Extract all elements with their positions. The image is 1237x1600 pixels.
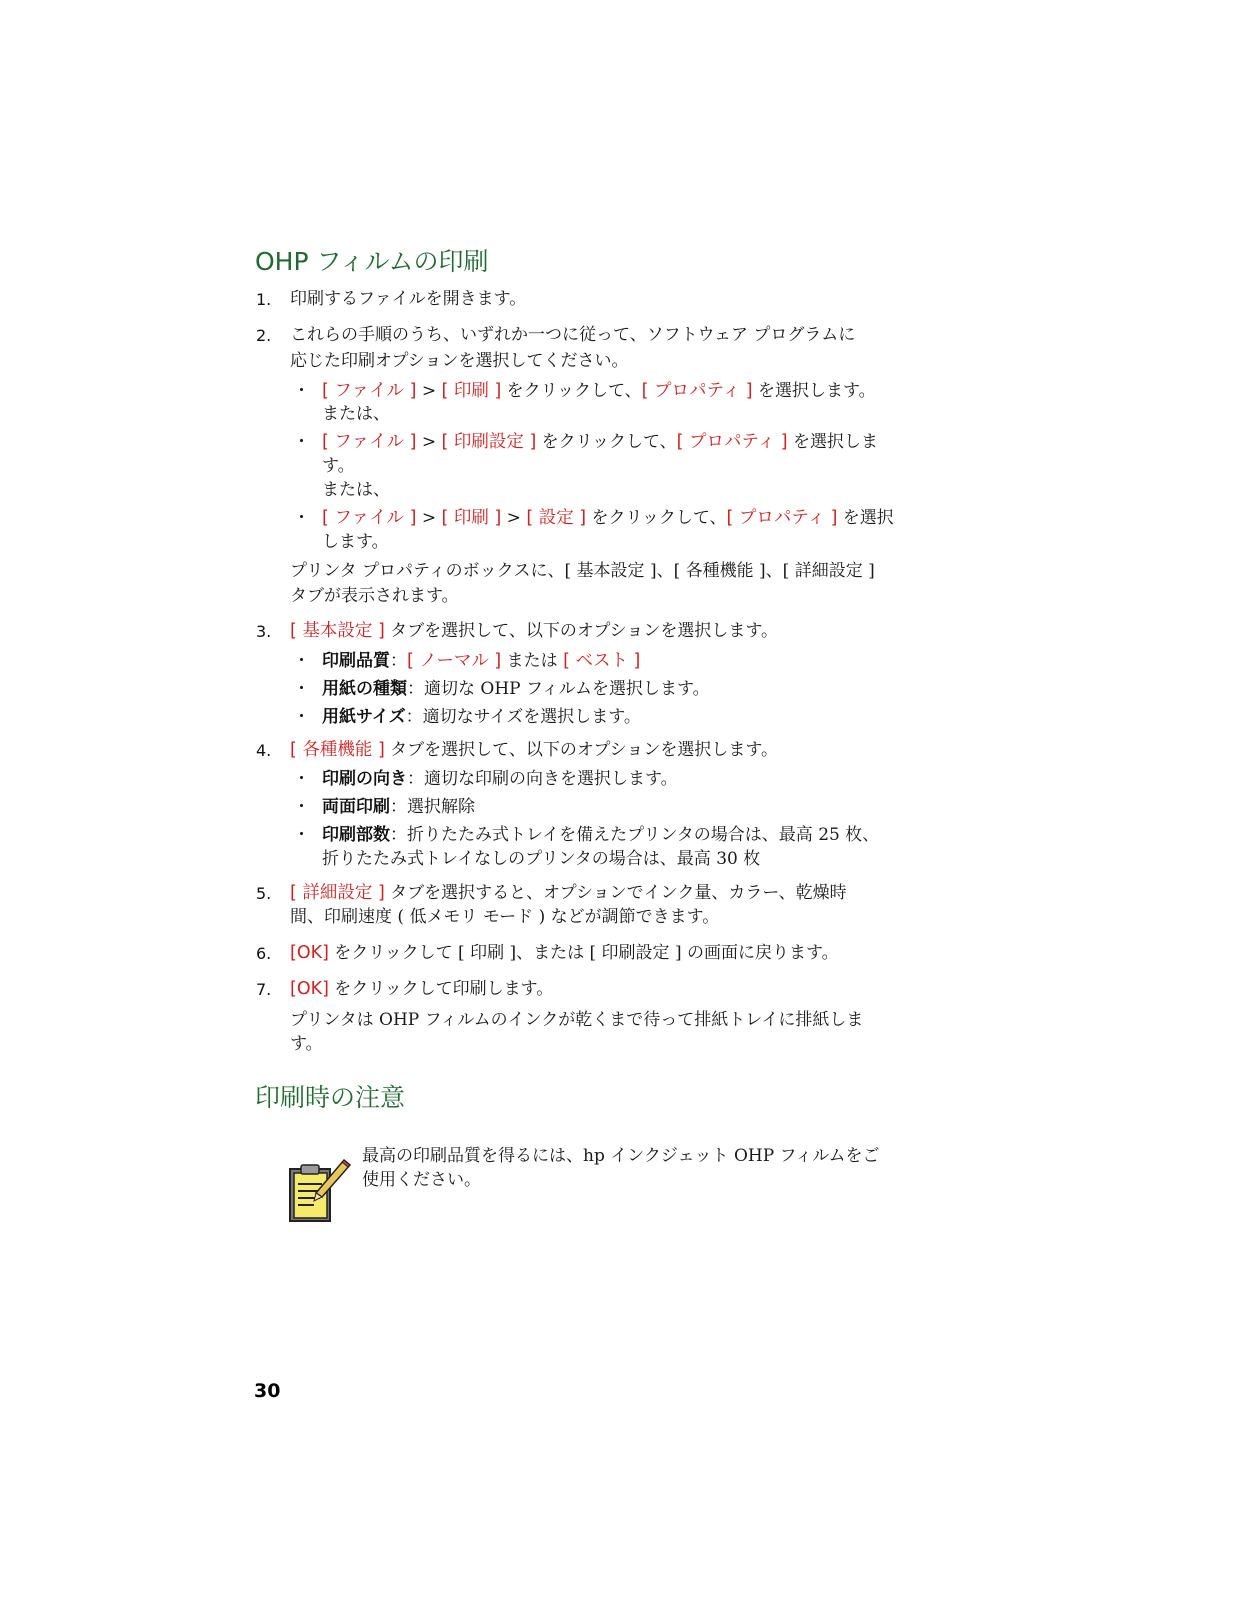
menu-reference: [ 印刷 ] [441, 381, 502, 401]
bullet: ・ [293, 381, 310, 401]
step-number: 2. [256, 326, 272, 345]
bullet-item [322, 430, 878, 454]
tab-reference: [ 各種機能 ] [290, 740, 385, 760]
bullet: ・ [293, 769, 310, 789]
menu-separator: > [416, 381, 442, 401]
notepad-pencil-icon [288, 1157, 354, 1227]
step-text [290, 977, 553, 1001]
option-separator: ： [390, 651, 407, 671]
menu-reference: [ ファイル ] [322, 381, 417, 401]
step-number: 7. [256, 980, 272, 999]
instruction-text: を選択 [837, 508, 894, 528]
bullet: ・ [293, 508, 310, 528]
or-text: または、 [322, 404, 390, 424]
continuation-text: 折りたたみ式トレイなしのプリンタの場合は、最高 30 枚 [322, 849, 761, 869]
continuation-text: します。 [322, 532, 389, 552]
option-label: 用紙サイズ [322, 707, 406, 727]
menu-reference: [ 印刷設定 ] [441, 432, 537, 452]
menu-reference: [ ファイル ] [322, 508, 417, 528]
step-text: 応じた印刷オプションを選択してください。 [290, 351, 629, 371]
option-item [322, 823, 879, 847]
bullet: ・ [293, 679, 310, 699]
menu-separator: > [416, 432, 442, 452]
or-text: または、 [322, 480, 390, 500]
option-label: 印刷の向き [322, 769, 407, 789]
menu-reference: [ 設定 ] [526, 508, 587, 528]
instruction-text: をクリックして、 [501, 381, 642, 401]
step-text: これらの手順のうち、いずれか一つに従って、ソフトウェア プログラムに [290, 325, 856, 345]
step-note: タブが表示されます。 [290, 586, 459, 606]
bullet: ・ [293, 651, 310, 671]
menu-reference: [ ファイル ] [322, 432, 417, 452]
menu-reference: [ 印刷 ] [441, 508, 502, 528]
option-text: ：適切なサイズを選択します。 [405, 707, 641, 727]
step-text [290, 941, 839, 965]
instruction-text: を選択しま [787, 432, 878, 452]
option-item [322, 795, 475, 819]
menu-reference: [ プロパティ ] [726, 508, 838, 528]
step-text [290, 881, 847, 905]
button-reference: [OK] [290, 943, 329, 963]
step-number: 5. [256, 884, 272, 903]
bullet: ・ [293, 707, 310, 727]
menu-reference: [ プロパティ ] [641, 381, 753, 401]
instruction-text: を選択します。 [752, 381, 876, 401]
option-text: ：選択解除 [390, 797, 475, 817]
instruction-text: をクリックして、 [536, 432, 677, 452]
step-number: 4. [256, 741, 272, 760]
note-text: 最高の印刷品質を得るには、hp インクジェット OHP フィルムをご [362, 1146, 880, 1166]
bullet-item [322, 379, 876, 403]
instruction-text: をクリックして、 [586, 508, 727, 528]
page-number: 30 [254, 1380, 281, 1402]
continuation-text: す。 [322, 456, 355, 476]
instruction-text: をクリックして印刷します。 [328, 979, 554, 999]
instruction-text: タブを選択して、以下のオプションを選択します。 [384, 621, 778, 641]
bullet: ・ [293, 432, 310, 452]
instruction-text: タブを選択して、以下のオプションを選択します。 [384, 740, 778, 760]
step-note: す。 [290, 1034, 323, 1054]
step-number: 6. [256, 944, 272, 963]
option-label: 印刷部数 [322, 825, 390, 845]
menu-separator: > [501, 508, 527, 528]
menu-reference: [ プロパティ ] [676, 432, 788, 452]
option-label: 両面印刷 [322, 797, 390, 817]
option-label: 用紙の種類 [322, 679, 407, 699]
option-item [322, 705, 641, 729]
bullet: ・ [293, 797, 310, 817]
step-text: 間、印刷速度 ( 低メモリ モード ) などが調節できます。 [290, 907, 720, 927]
step-note: プリンタは OHP フィルムのインクが乾くまで待って排紙トレイに排紙しま [290, 1010, 864, 1030]
option-item [322, 677, 710, 701]
bullet-item [322, 506, 894, 530]
option-value: [ ノーマル ] [407, 651, 502, 671]
menu-separator: > [416, 508, 442, 528]
option-value: [ ベスト ] [563, 651, 641, 671]
step-number: 1. [256, 290, 272, 309]
tab-reference: [ 基本設定 ] [290, 621, 385, 641]
option-text: または [501, 651, 564, 671]
option-text: ：適切な OHP フィルムを選択します。 [407, 679, 710, 699]
step-text [290, 619, 778, 643]
button-reference: [OK] [290, 979, 329, 999]
option-item [322, 767, 678, 791]
section-title-ohp: OHP フィルムの印刷 [255, 247, 489, 276]
instruction-text: をクリックして [ 印刷 ]、または [ 印刷設定 ] の画面に戻ります。 [328, 943, 839, 963]
step-note: プリンタ プロパティのボックスに、[ 基本設定 ]、[ 各種機能 ]、[ 詳細設定 ] [290, 561, 875, 581]
step-text: 印刷するファイルを開きます。 [290, 289, 527, 309]
bullet: ・ [293, 825, 310, 845]
option-label: 印刷品質 [322, 651, 390, 671]
note-text: 使用ください。 [362, 1170, 481, 1190]
option-text: ：折りたたみ式トレイを備えたプリンタの場合は、最高 25 枚、 [390, 825, 880, 845]
step-text [290, 738, 778, 762]
option-item [322, 649, 640, 673]
option-text: ：適切な印刷の向きを選択します。 [407, 769, 678, 789]
instruction-text: タブを選択すると、オプションでインク量、カラー、乾燥時 [384, 883, 847, 903]
tab-reference: [ 詳細設定 ] [290, 883, 385, 903]
section-title-print-notes: 印刷時の注意 [255, 1083, 406, 1112]
step-number: 3. [256, 622, 272, 641]
